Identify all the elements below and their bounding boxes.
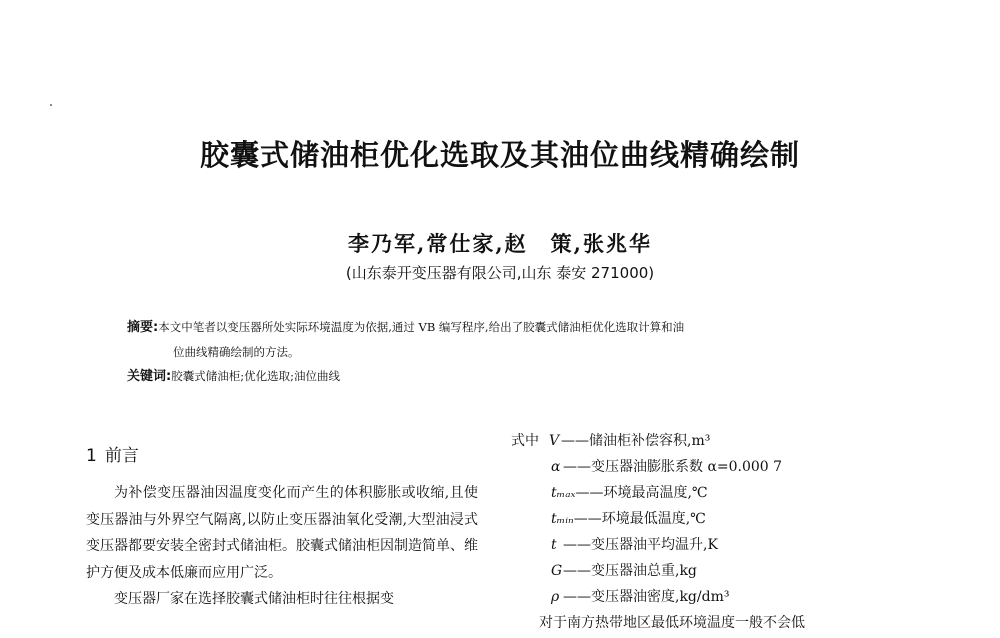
abstract-label: 摘要: bbox=[127, 320, 159, 335]
definitions-prefix: 式中 bbox=[511, 433, 539, 449]
continuation-text: 对于南方热带地区最低环境温度一般不会低 bbox=[539, 615, 805, 631]
definition-symbol: V bbox=[549, 433, 560, 449]
definition-text: ——环境最高温度,℃ bbox=[575, 485, 708, 501]
abstract-block bbox=[127, 315, 877, 389]
authors: 李乃军,常仕家,赵 策,张兆华 bbox=[348, 231, 652, 256]
definition-row bbox=[511, 506, 911, 532]
section-number: 1 bbox=[86, 446, 97, 466]
scan-speck bbox=[50, 104, 52, 106]
right-column bbox=[511, 428, 911, 636]
intro-paragraph-1: 为补偿变压器油因温度变化而产生的体积膨胀或收缩,且使变压器油与外界空气隔离,以防止变压器油氧化受潮,大型油浸式变压器都要安装全密封式储油柜。胶囊式储油柜因制造简单、维护方便及成本低廉而应用广泛。 bbox=[86, 485, 478, 581]
paper-title: 胶囊式储油柜优化选取及其油位曲线精确绘制 bbox=[199, 138, 800, 172]
affiliation: (山东泰开变压器有限公司,山东 泰安 271000) bbox=[345, 264, 655, 282]
definition-row bbox=[511, 480, 911, 506]
intro-paragraph-2: 变压器厂家在选择胶囊式储油柜时往往根据变 bbox=[114, 591, 394, 607]
definition-symbol: t bbox=[551, 537, 557, 553]
definition-row bbox=[511, 454, 911, 480]
definition-symbol: tₘₐₓ bbox=[551, 485, 576, 501]
definition-text: ——储油柜补偿容积,m³ bbox=[561, 433, 711, 449]
keywords-label: 关键词: bbox=[127, 369, 172, 384]
definition-symbol: tₘᵢₙ bbox=[551, 511, 574, 527]
section-title: 前言 bbox=[104, 446, 139, 466]
keywords-line bbox=[127, 364, 877, 389]
definition-row bbox=[511, 428, 911, 454]
definition-row bbox=[511, 558, 911, 584]
definition-text: ——变压器油膨胀系数 α=0.000 7 bbox=[563, 459, 783, 475]
abstract-line-1 bbox=[127, 315, 877, 340]
definition-text: ——变压器油总重,kg bbox=[563, 563, 697, 579]
keywords-text: 胶囊式储油柜;优化选取;油位曲线 bbox=[171, 369, 340, 383]
definition-row bbox=[511, 584, 911, 610]
definition-symbol: ρ bbox=[551, 589, 560, 605]
definition-text: ——环境最低温度,℃ bbox=[573, 511, 706, 527]
abstract-line-2: 位曲线精确绘制的方法。 bbox=[173, 345, 300, 359]
definition-text: ——变压器油密度,kg/dm³ bbox=[563, 589, 730, 605]
definition-text: ——变压器油平均温升,K bbox=[563, 537, 718, 553]
definition-row bbox=[511, 532, 911, 558]
section-heading bbox=[86, 441, 478, 466]
left-column bbox=[86, 441, 478, 613]
abstract-text-1: 本文中笔者以变压器所处实际环境温度为依据,通过 VB 编写程序,给出了胶囊式储油柜优化选取计算和油 bbox=[158, 320, 685, 334]
definition-symbol: α bbox=[551, 459, 561, 475]
definition-symbol: G bbox=[551, 563, 563, 579]
